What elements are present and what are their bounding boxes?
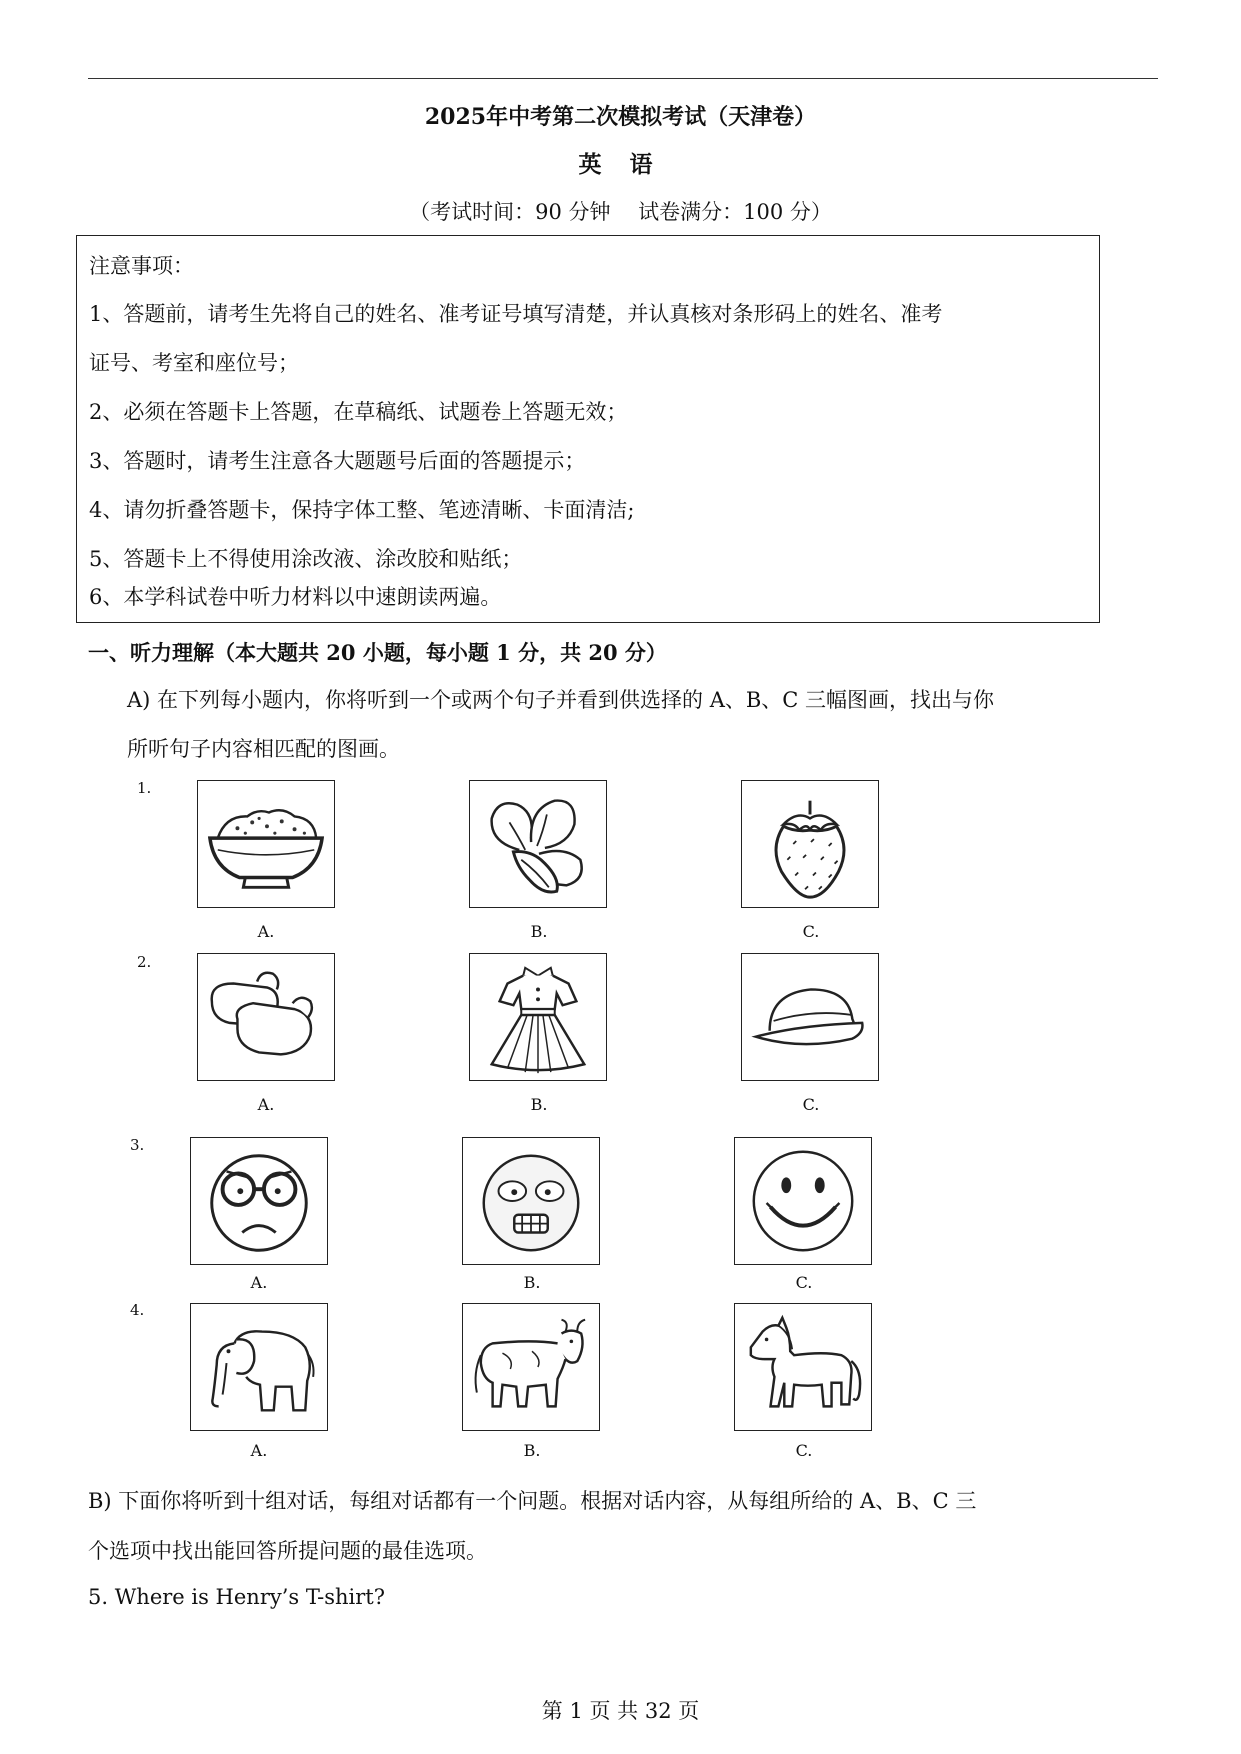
part-a-instruction: A) 在下列每小题内，你将听到一个或两个句子并看到供选择的 A、B、C 三幅图画，找出与你: [127, 688, 995, 712]
option-label: B.: [523, 1441, 541, 1460]
notice-box: [76, 235, 1100, 623]
option-label: B.: [530, 922, 548, 941]
notice-line: 证号、考室和座位号；: [89, 351, 299, 375]
question-number: 2.: [137, 953, 152, 971]
worried-face-icon[interactable]: [190, 1137, 328, 1265]
option-label: A.: [250, 1273, 268, 1292]
notice-line: 5、答题卡上不得使用涂改液、涂改胶和贴纸；: [89, 547, 523, 571]
cap-icon[interactable]: [741, 953, 879, 1081]
notice-heading: 注意事项：: [89, 254, 194, 278]
top-rule: [88, 78, 1158, 79]
strawberry-icon[interactable]: [741, 780, 879, 908]
option-label: C.: [802, 922, 820, 941]
option-label: B.: [530, 1095, 548, 1114]
page-footer: 第 1 页 共 32 页: [541, 1699, 700, 1723]
notice-line: 4、请勿折叠答题卡，保持字体工整、笔迹清晰、卡面清洁;: [89, 498, 635, 522]
dress-icon[interactable]: [469, 953, 607, 1081]
mittens-icon[interactable]: [197, 953, 335, 1081]
notice-line: 2、必须在答题卡上答题，在草稿纸、试题卷上答题无效；: [89, 400, 628, 424]
question-number: 1.: [137, 779, 152, 797]
option-label: A.: [250, 1441, 268, 1460]
option-label: B.: [523, 1273, 541, 1292]
part-b-instruction: B) 下面你将听到十组对话，每组对话都有一个问题。根据对话内容，从每组所给的 A、B、C 三: [88, 1489, 977, 1513]
subject-title: 英 语: [578, 151, 663, 178]
question-5-text: 5. Where is Henry’s T-shirt?: [88, 1585, 386, 1609]
option-label: C.: [795, 1273, 813, 1292]
option-label: A.: [257, 922, 275, 941]
question-number: 4.: [130, 1301, 145, 1319]
notice-line: 6、本学科试卷中听力材料以中速朗读两遍。: [89, 585, 502, 609]
exam-title: 2025年中考第二次模拟考试（天津卷）: [424, 104, 817, 130]
part-a-instruction: 所听句子内容相匹配的图画。: [127, 737, 400, 761]
vegetable-icon[interactable]: [469, 780, 607, 908]
option-label: C.: [802, 1095, 820, 1114]
section-heading: 一、听力理解（本大题共 20 小题，每小题 1 分，共 20 分）: [88, 640, 667, 665]
notice-line: 1、答题前，请考生先将自己的姓名、准考证号填写清楚，并认真核对条形码上的姓名、准考: [89, 302, 943, 326]
scared-face-icon[interactable]: [462, 1137, 600, 1265]
question-number: 3.: [130, 1136, 145, 1154]
rice-bowl-icon[interactable]: [197, 780, 335, 908]
exam-info: （考试时间：90 分钟 试卷满分：100 分）: [409, 200, 832, 224]
elephant-icon[interactable]: [190, 1303, 328, 1431]
cow-icon[interactable]: [462, 1303, 600, 1431]
notice-line: 3、答题时，请考生注意各大题题号后面的答题提示；: [89, 449, 586, 473]
option-label: C.: [795, 1441, 813, 1460]
part-b-instruction: 个选项中找出能回答所提问题的最佳选项。: [88, 1539, 487, 1563]
option-label: A.: [257, 1095, 275, 1114]
smiley-face-icon[interactable]: [734, 1137, 872, 1265]
horse-icon[interactable]: [734, 1303, 872, 1431]
